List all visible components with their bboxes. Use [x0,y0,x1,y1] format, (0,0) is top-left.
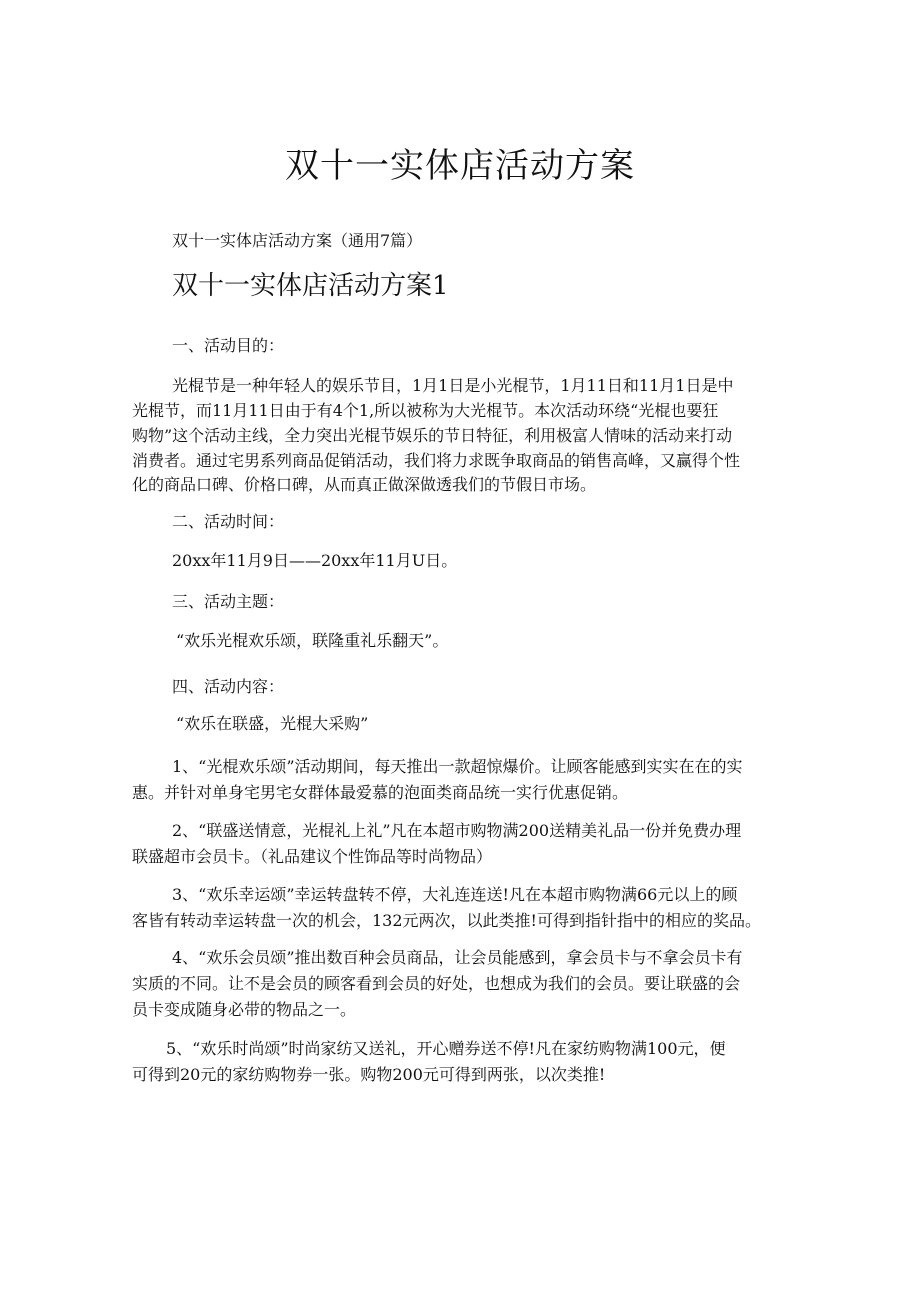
heading-theme: 三、活动主题： [172,592,285,611]
heading-content: 四、活动内容： [172,677,285,696]
purpose-line: 化的商品口碑、价格口碑，从而真正做深做透我们的节假日市场。 [132,475,597,494]
purpose-line: 光棍节是一种年轻人的娱乐节目，1月1日是小光棍节，1月11日和11月1日是中 [172,376,734,395]
heading-purpose: 一、活动目的： [172,336,285,355]
heading-time: 二、活动时间： [172,512,285,531]
item1-line: 1、“光棍欢乐颂”活动期间，每天推出一款超惊爆价。让顾客能感到实实在在的实 [172,757,743,776]
item3-line: 3、“欢乐幸运颂”幸运转盘转不停，大礼连连送!凡在本超市购物满66元以上的顾 [172,885,738,904]
item2-line: 联盛超市会员卡。（礼品建议个性饰品等时尚物品） [132,847,493,866]
item2-line: 2、“联盛送情意，光棍礼上礼”凡在本超市购物满200送精美礼品一份并免费办理 [172,821,742,840]
section-heading: 双十一实体店活动方案1 [172,271,449,301]
document-title: 双十一实体店活动方案 [285,146,635,186]
item3-line: 客皆有转动幸运转盘一次的机会，132元两次，以此类推!可得到指针指中的相应的奖品。 [132,911,761,930]
item5-line: 可得到20元的家纺购物券一张。购物200元可得到两张，以次类推! [132,1065,606,1084]
item5-line: 5、“欢乐时尚颂”时尚家纺又送礼，开心赠券送不停!凡在家纺购物满100元，便 [166,1039,726,1058]
item1-line: 惠。并针对单身宅男宅女群体最爱慕的泡面类商品统一实行优惠促销。 [132,783,629,802]
theme-text: “欢乐光棍欢乐颂，联隆重礼乐翻天”。 [176,631,449,650]
purpose-line: 光棍节，而11月11日由于有4个1,所以被称为大光棍节。本次活动环绕“光棍也要狂 [132,401,719,420]
item4-line: 4、“欢乐会员颂”推出数百种会员商品，让会员能感到，拿会员卡与不拿会员卡有 [172,948,743,967]
purpose-line: 消费者。通过宅男系列商品促销活动，我们将力求既争取商品的销售高峰，又赢得个性 [132,451,741,470]
item4-line: 员卡变成随身必带的物品之一。 [132,1000,357,1019]
item4-line: 实质的不同。让不是会员的顾客看到会员的好处，也想成为我们的会员。要让联盛的会 [132,974,741,993]
content-intro: “欢乐在联盛，光棍大采购” [176,714,369,733]
time-text: 20xx年11月9日——20xx年11月U日。 [172,551,458,570]
document-subtitle: 双十一实体店活动方案（通用7篇） [172,231,423,250]
purpose-line: 购物”这个活动主线，全力突出光棍节娱乐的节日特征，利用极富人情味的活动来打动 [132,426,733,445]
